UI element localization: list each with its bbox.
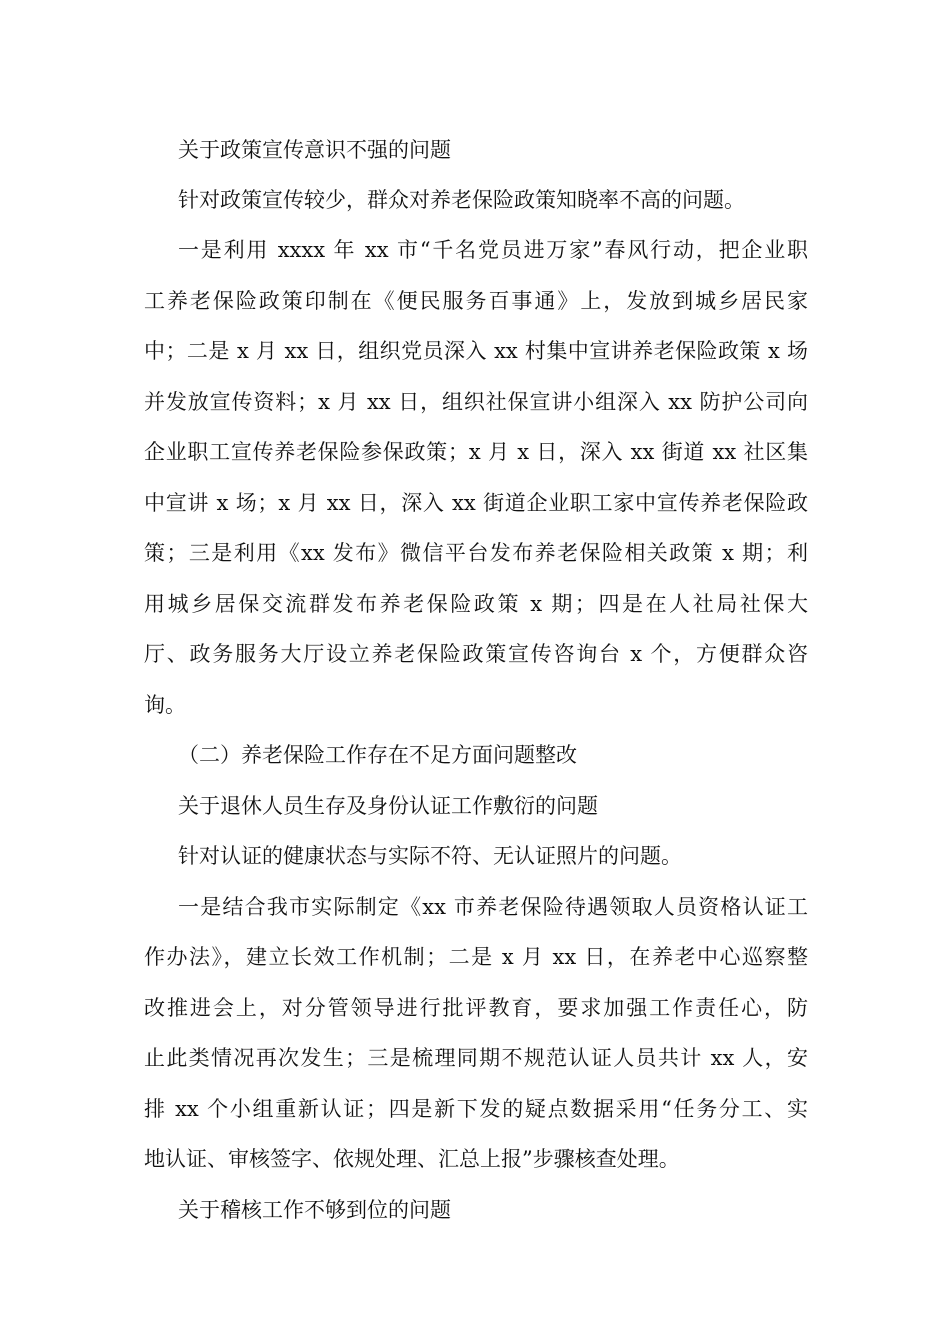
paragraph-line: 作办法》，建立长效工作机制；二是 x 月 xx 日，在养老中心巡察整 [144, 945, 808, 969]
paragraph-line: 改推进会上，对分管领导进行批评教育，要求加强工作责任心，防 [144, 996, 808, 1020]
paragraph-line: 中；二是 x 月 xx 日，组织党员深入 xx 村集中宣讲养老保险政策 x 场 [144, 339, 808, 363]
paragraph-line: 厅、政务服务大厅设立养老保险政策宣传咨询台 x 个，方便群众咨 [144, 642, 808, 666]
paragraph-line: 策；三是利用《xx 发布》微信平台发布养老保险相关政策 x 期；利 [144, 541, 808, 565]
heading-identity-verification: 关于退休人员生存及身份认证工作敷衍的问题 [178, 794, 598, 818]
paragraph-line: 止此类情况再次发生；三是梳理同期不规范认证人员共计 xx 人，安 [144, 1046, 808, 1070]
paragraph-line: 针对认证的健康状态与实际不符、无认证照片的问题。 [178, 844, 682, 868]
paragraph-line: 并发放宣传资料；x 月 xx 日，组织社保宣讲小组深入 xx 防护公司向 [144, 390, 808, 414]
paragraph-line: 用城乡居保交流群发布养老保险政策 x 期；四是在人社局社保大 [144, 592, 808, 616]
paragraph-line: 一是结合我市实际制定《xx 市养老保险待遇领取人员资格认证工 [178, 895, 808, 919]
heading-policy-publicity: 关于政策宣传意识不强的问题 [178, 138, 451, 162]
paragraph-line: 地认证、审核签字、依规处理、汇总上报”步骤核查处理。 [144, 1147, 680, 1171]
heading-audit-work: 关于稽核工作不够到位的问题 [178, 1198, 451, 1222]
paragraph-line: 工养老保险政策印制在《便民服务百事通》上，发放到城乡居民家 [144, 289, 808, 313]
paragraph-line: 中宣讲 x 场；x 月 xx 日，深入 xx 街道企业职工家中宣传养老保险政 [144, 491, 808, 515]
section-heading-2: （二）养老保险工作存在不足方面问题整改 [178, 743, 577, 767]
paragraph-line: 针对政策宣传较少，群众对养老保险政策知晓率不高的问题。 [178, 188, 745, 212]
paragraph-line: 询。 [144, 693, 186, 717]
paragraph-line: 排 xx 个小组重新认证；四是新下发的疑点数据采用“任务分工、实 [144, 1097, 808, 1121]
paragraph-line: 企业职工宣传养老保险参保政策；x 月 x 日，深入 xx 街道 xx 社区集 [144, 440, 808, 464]
paragraph-line: 一是利用 xxxx 年 xx 市“千名党员进万家”春风行动，把企业职 [178, 238, 808, 262]
